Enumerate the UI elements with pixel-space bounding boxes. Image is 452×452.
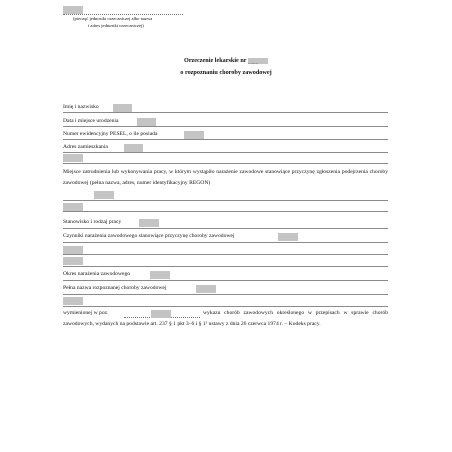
legal-text: [63, 308, 388, 329]
factors-line-2: [63, 254, 388, 255]
address-line-1: [63, 152, 388, 153]
name-redaction: [113, 104, 132, 112]
position-line: [63, 228, 388, 229]
disease-redaction-2: [63, 297, 83, 305]
stamp-caption-2: i adres jednostki orzeczniczej): [88, 23, 144, 28]
title-text: Orzeczenie lekarskie nr: [184, 57, 247, 64]
pesel-label: Numer ewidencyjny PESEL, o ile posiada: [63, 131, 158, 137]
birth-label: Data i miejsce urodzenia: [63, 118, 119, 124]
address-redaction: [124, 144, 143, 152]
employment-line-2: [63, 211, 388, 212]
period-line: [63, 280, 388, 281]
address-label: Adres zamieszkania: [63, 144, 108, 150]
address-redaction-2: [63, 154, 83, 162]
employment-line-1: [63, 200, 388, 201]
employment-label: Miejsce zatrudnienia lub wykonywania pracy, w którym wystąpiło narażenie zawodowe stanowiące przyczynę zgłoszenia podejrzenia choroby zawodowej (pełna nazwa, adres, numer identyfikacyjny REGON): [63, 169, 388, 186]
employment-redaction: [94, 191, 114, 199]
title-number-redaction: [248, 58, 268, 64]
legal-text-content: wykazu chorób zawodowych określonego w przepisach w sprawie chorób zawodowych, wydanych na podstawie art. 237 § 1 pkt 3–6 i § 1¹ ustawy z dnia 26 czerwca 1974 r. – Kodeks pracy.: [63, 310, 388, 327]
factors-line-3: [63, 266, 388, 267]
disease-redaction: [196, 285, 216, 293]
factors-redaction: [278, 233, 298, 241]
factors-line-1: [63, 242, 388, 243]
pesel-line: [63, 139, 388, 140]
title-number-dots: ........: [247, 60, 258, 66]
birth-line: [63, 126, 388, 127]
address-line-2: [63, 163, 388, 164]
position-label: Stanowisko i rodzaj pracy: [63, 219, 122, 225]
stamp-redaction: [63, 6, 83, 14]
employment-redaction-2: [63, 203, 83, 211]
name-label: Imię i nazwisko: [63, 104, 99, 110]
stamp-caption-1: (pieczęć jednostki orzeczniczej albo nazwa: [73, 16, 153, 21]
birth-redaction: [137, 118, 156, 126]
disease-line-2: [63, 306, 388, 307]
period-label: Okres narażenia zawodowego: [63, 271, 131, 277]
title-line-1: [0, 57, 452, 65]
position-redaction: [139, 219, 159, 227]
period-redaction: [150, 271, 170, 279]
factors-redaction-2: [63, 246, 83, 254]
stamp-line: [63, 14, 183, 15]
disease-label: Pełna nazwa rozpoznanej choroby zawodowej: [63, 285, 167, 291]
factors-label: Czynniki narażenia zawodowego stanowiące przyczynę choroby zawodowej: [63, 233, 235, 239]
pesel-redaction: [184, 131, 204, 139]
name-line: [63, 112, 388, 113]
disease-line-1: [63, 294, 388, 295]
legal-prefix: wymienionej w poz.: [63, 310, 109, 316]
title-line-2: o rozpoznaniu choroby zawodowej: [180, 69, 272, 76]
factors-redaction-3: [63, 257, 83, 265]
